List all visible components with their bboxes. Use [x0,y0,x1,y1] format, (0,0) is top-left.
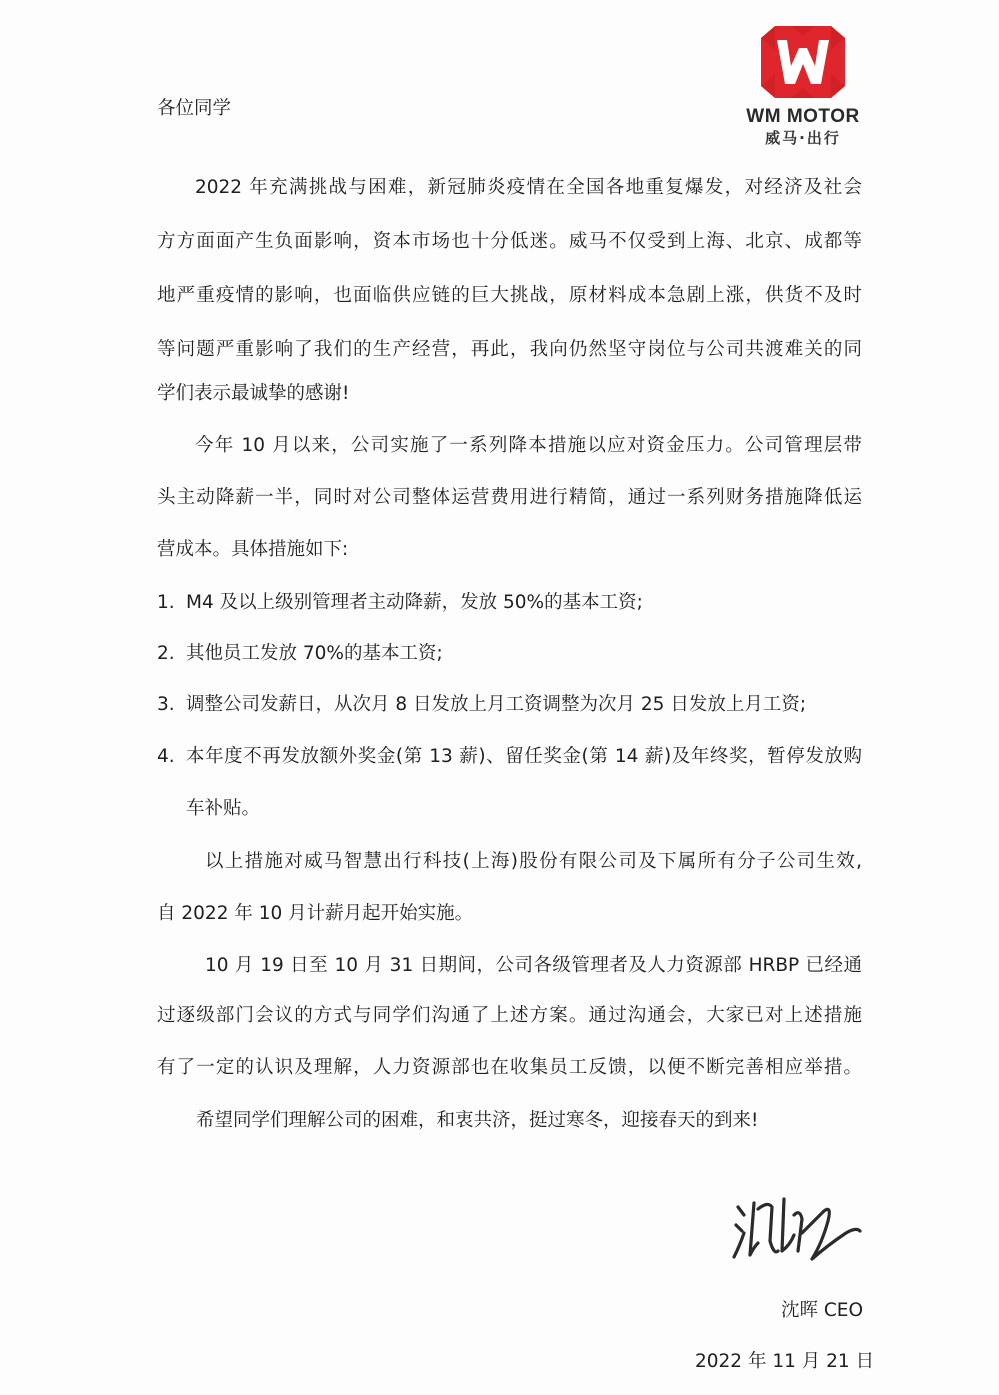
closing-line: 希望同学们理解公司的困难，和衷共济，挺过寒冬，迎接春天的到来! [196,1110,759,1131]
paragraph1-line: 等问题严重影响了我们的生产经营，再此，我向仍然坚守岗位与公司共渡难关的同 [157,339,862,360]
logo-name-en: WM MOTOR [746,106,860,127]
measure-text-continued: 车补贴。 [186,798,261,819]
measure-text: M4 及以上级别管理者主动降薪，发放 50%的基本工资; [186,592,643,613]
wm-motor-logo [740,26,866,148]
paragraph3-line: 自 2022 年 10 月计薪月起开始实施。 [157,903,474,924]
paragraph4-line: 10 月 19 日至 10 月 31 日期间，公司各级管理者及人力资源部 HRBP 已经通 [205,955,862,976]
measure-number: 1. [157,592,175,613]
measure-number: 3. [157,694,175,715]
paragraph2-line: 头主动降薪一半，同时对公司整体运营费用进行精简，通过一系列财务措施降低运 [157,487,862,508]
paragraph4-line: 有了一定的认识及理解，人力资源部也在收集员工反馈，以便不断完善相应举措。 [157,1057,862,1078]
logo-name-cn: 威马·出行 [765,129,841,147]
paragraph1-line: 方方面面产生负面影响，资本市场也十分低迷。威马不仅受到上海、北京、成都等 [157,231,862,252]
paragraph1-line: 学们表示最诚挚的感谢! [157,383,350,404]
signer-name: 沈晖 CEO [781,1300,864,1321]
paragraph4-line: 过逐级部门会议的方式与同学们沟通了上述方案。通过沟通会，大家已对上述措施 [157,1005,862,1026]
handwritten-signature [728,1185,868,1275]
wm-logo-icon [761,26,845,98]
measure-number: 4. [157,746,175,767]
paragraph2-line: 今年 10 月以来，公司实施了一系列降本措施以应对资金压力。公司管理层带 [195,435,862,456]
paragraph1-line: 地严重疫情的影响，也面临供应链的巨大挑战，原材料成本急剧上涨，供货不及时 [157,285,862,306]
paragraph2-line: 营成本。具体措施如下: [157,539,349,560]
measure-text: 其他员工发放 70%的基本工资; [186,643,443,664]
paragraph1-line: 2022 年充满挑战与困难，新冠肺炎疫情在全国各地重复爆发，对经济及社会 [195,177,862,198]
paragraph3-line: 以上措施对威马智慧出行科技(上海)股份有限公司及下属所有分子公司生效, [205,851,862,872]
salutation: 各位同学 [157,98,232,119]
measure-text: 调整公司发薪日，从次月 8 日发放上月工资调整为次月 25 日发放上月工资; [186,694,807,715]
letter-date: 2022 年 11 月 21 日 [695,1351,875,1372]
measure-number: 2. [157,643,175,664]
measure-text: 本年度不再发放额外奖金(第 13 薪)、留任奖金(第 14 薪)及年终奖，暂停发放购 [186,746,862,767]
